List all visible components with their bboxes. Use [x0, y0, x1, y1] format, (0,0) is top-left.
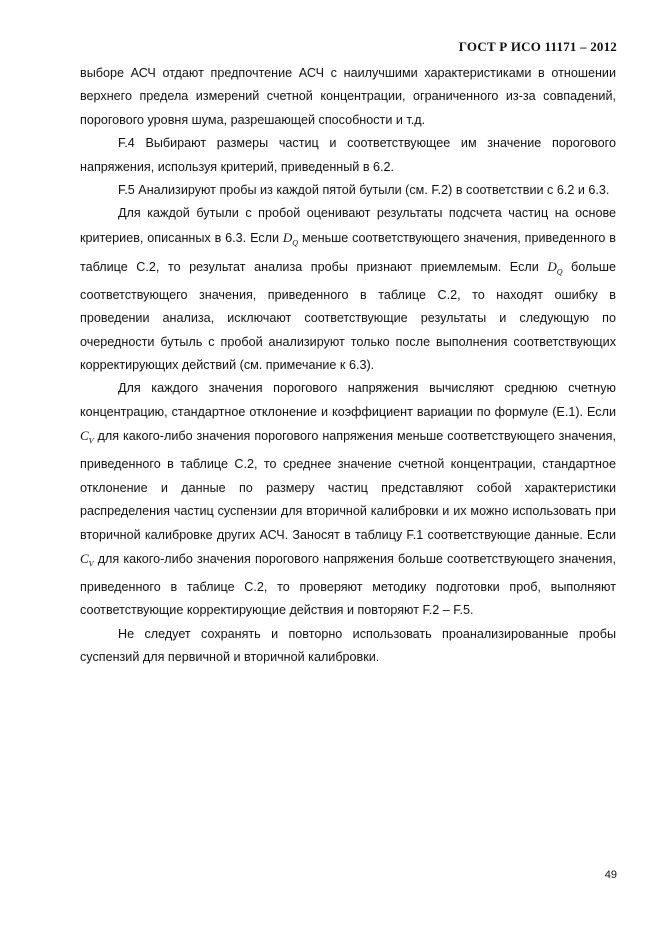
paragraph-continuation: выборе АСЧ отдают предпочтение АСЧ с наилучшими характеристиками в отношении верхнего предела измерений счетной концентрации, ограниченного из-за совпадений, порогового уровня шума, разрешающей способности и т.д.: [80, 66, 616, 127]
dq-symbol: $D_Q$: [282, 229, 299, 248]
text-segment: больше соответствующего значения, приведенного в таблице С.2, то находят ошибку в проведении анализа, исключают соответствующие результаты и следующую по очередности бутыль с пробой анализируют только после выполнения соответствующих корректирующих действий (см. примечание к 6.3).: [80, 259, 616, 373]
cv-symbol: $C_V$: [80, 550, 94, 569]
text-segment: для какого-либо значения порогового напряжения меньше соответствующего значения, приведенного в таблице С.2, то среднее значение счетной концентрации, стандартное отклонение и данные по размеру частиц представляют собой характеристики распределения частиц суспензии для вторичной калибровки и их можно использовать при вторичной калибровке других АСЧ. Заносят в таблицу F.1 соответствующие данные. Если: [80, 429, 616, 542]
paragraph-bottle-evaluation: [80, 202, 616, 377]
text-segment: для какого-либо значения порогового напряжения больше соответствующего значения, приведенного в таблице С.2, то проверяют методику подготовки проб, выполняют соответствующие корректирующие действия и повторяют F.2 – F.5.: [80, 551, 616, 618]
text-segment: Для каждой бутыли с пробой оценивают результаты подсчета частиц на основе критериев, описанных в 6.3. Если: [80, 206, 616, 245]
page-number: 49: [604, 869, 617, 881]
text-segment: Для каждого значения порогового напряжения вычисляют среднюю счетную концентрацию, стандартное отклонение и коэффициент вариации по формуле (Е.1). Если: [80, 381, 616, 419]
text-segment: меньше соответствующего значения, приведенного в таблице С.2, то результат анализа пробы признают приемлемым. Если: [80, 230, 616, 274]
document-body: [80, 62, 616, 670]
document-code-header: ГОСТ Р ИСО 11171 – 2012: [458, 39, 617, 54]
paragraph-f5: F.5 Анализируют пробы из каждой пятой бутыли (см. F.2) в соответствии с 6.2 и 6.3.: [118, 183, 610, 198]
paragraph-reuse-note: Не следует сохранять и повторно использовать проанализированные пробы суспензий для первичной и вторичной калибровки.: [80, 626, 616, 665]
cv-symbol: $C_V$: [80, 428, 94, 446]
dq-symbol: $D_Q$: [547, 258, 563, 277]
paragraph-threshold-calculation: [80, 377, 616, 622]
paragraph-f4: F.4 Выбирают размеры частиц и соответствующее им значение порогового напряжения, используя критерий, приведенный в 6.2.: [80, 136, 616, 174]
